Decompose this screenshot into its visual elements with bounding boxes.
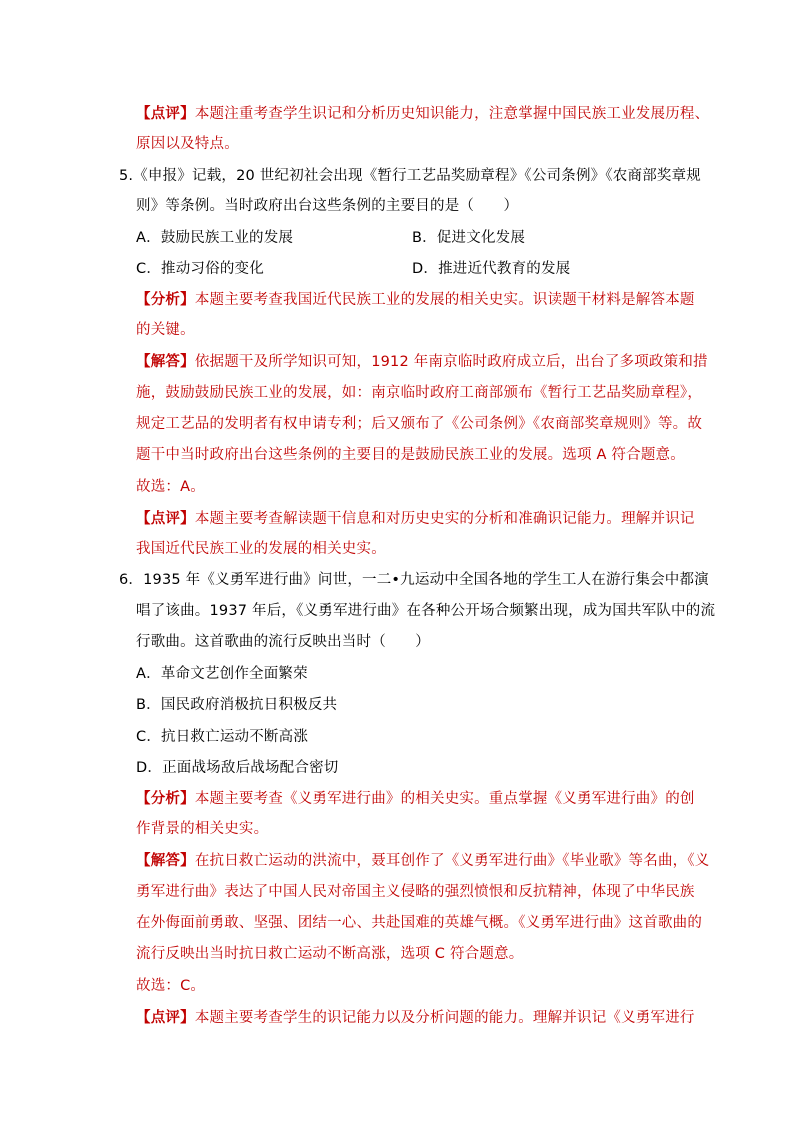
jieda-text: 依据题干及所学知识可知，1912 年南京临时政府成立后，出台了多项政策和措 <box>194 354 708 370</box>
fenxi-tag: 【分析】 <box>136 791 195 807</box>
fenxi-text: 本题主要考查我国近代民族工业的发展的相关史实。识读题干材料是解答本题 <box>194 292 695 308</box>
q5-dianping-line1 <box>136 509 695 529</box>
prev-dianping-line2: 原因以及特点。 <box>136 136 239 152</box>
q5-stem-line1: 5.《申报》记载，20 世纪初社会出现《暂行工艺品奖励章程》《公司条例》《农商部奖章规 <box>119 168 701 184</box>
q5-jieda-line1 <box>136 352 708 372</box>
q5-option-c: C．推动习俗的变化 <box>136 261 264 277</box>
q6-jieda-line1 <box>136 851 710 871</box>
q6-option-b: B．国民政府消极抗日积极反共 <box>136 697 338 713</box>
q5-option-a: A．鼓励民族工业的发展 <box>136 230 294 246</box>
jieda-text: 在抗日救亡运动的洪流中，聂耳创作了《义勇军进行曲》《毕业歌》等名曲，《义 <box>194 853 710 869</box>
q6-stem-line1: 6．1935 年《义勇军进行曲》问世，一二•九运动中全国各地的学生工人在游行集会中都演 <box>119 572 709 588</box>
fenxi-tag: 【分析】 <box>136 292 195 308</box>
q5-answer: 故选：A。 <box>136 479 205 495</box>
q5-option-b: B．促进文化发展 <box>412 230 526 246</box>
q6-option-a: A．革命文艺创作全面繁荣 <box>136 666 308 682</box>
dianping-tag: 【点评】 <box>136 106 195 122</box>
jieda-tag: 【解答】 <box>136 853 195 869</box>
q6-option-d: D．正面战场敌后战场配合密切 <box>136 760 339 776</box>
q5-stem-line2: 则》等条例。当时政府出台这些条例的主要目的是（ ） <box>136 198 519 214</box>
q5-jieda-line3: 规定工艺品的发明者有权申请专利；后又颁布了《公司条例》《农商部奖章规则》等。故 <box>136 416 703 432</box>
dianping-tag: 【点评】 <box>136 1010 195 1026</box>
q6-stem-line2: 唱了该曲。1937 年后，《义勇军进行曲》在各种公开场合频繁出现，成为国共军队中的流 <box>136 603 716 619</box>
q5-jieda-line4: 题干中当时政府出台这些条例的主要目的是鼓励民族工业的发展。选项 A 符合题意。 <box>136 447 685 463</box>
prev-dianping-line1 <box>136 104 709 124</box>
q5-fenxi-line2: 的关键。 <box>136 322 195 338</box>
q5-jieda-line2: 施，鼓励鼓励民族工业的发展，如：南京临时政府工商部颁布《暂行工艺品奖励章程》， <box>136 385 703 401</box>
q5-fenxi-line1 <box>136 290 695 310</box>
q6-jieda-line3: 在外侮面前勇敢、坚强、团结一心、共赴国难的英雄气概。《义勇军进行曲》这首歌曲的 <box>136 915 703 931</box>
jieda-tag: 【解答】 <box>136 354 195 370</box>
q6-option-c: C．抗日救亡运动不断高涨 <box>136 729 309 745</box>
q6-fenxi-line1 <box>136 789 695 809</box>
dianping-tag: 【点评】 <box>136 511 195 527</box>
q5-dianping-line2: 我国近代民族工业的发展的相关史实。 <box>136 541 386 557</box>
dianping-text: 本题注重考查学生识记和分析历史知识能力，注意掌握中国民族工业发展历程、 <box>194 106 710 122</box>
fenxi-text: 本题主要考查《义勇军进行曲》的相关史实。重点掌握《义勇军进行曲》的创 <box>194 791 695 807</box>
dianping-text: 本题主要考查解读题干信息和对历史史实的分析和准确识记能力。理解并识记 <box>194 511 695 527</box>
q6-answer: 故选：C。 <box>136 978 206 994</box>
q6-jieda-line2: 勇军进行曲》表达了中国人民对帝国主义侵略的强烈愤恨和反抗精神，体现了中华民族 <box>136 884 695 900</box>
q6-jieda-line4: 流行反映出当时抗日救亡运动不断高涨，选项 C 符合题意。 <box>136 946 524 962</box>
dianping-text: 本题主要考查学生的识记能力以及分析问题的能力。理解并识记《义勇军进行 <box>194 1010 695 1026</box>
q6-stem-line3: 行歌曲。这首歌曲的流行反映出当时（ ） <box>136 634 430 650</box>
q5-option-d: D．推进近代教育的发展 <box>412 261 571 277</box>
q6-fenxi-line2: 作背景的相关史实。 <box>136 821 269 837</box>
q6-dianping-line1 <box>136 1008 695 1028</box>
